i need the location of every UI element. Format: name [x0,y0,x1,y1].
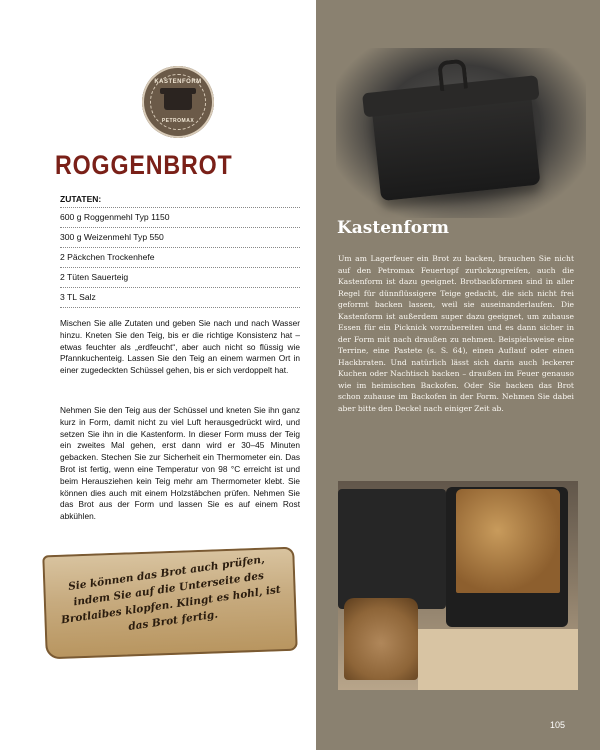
sidebar-text: Um am Lagerfeuer ein Brot zu backen, brauchen Sie nicht auf den Petromax Feuertopf zurückzugreifen, auch die Kastenform ist dazu geeignet. Brotbackformen sind in aller Regel für dünnflüssigere Teige gedacht, die sich nicht frei geformt backen lassen, weil sie auseinanderlaufen. Die Kastenform ist außerdem super dazu geeignet, um zuhause Essen für ein Picknick vorzubereiten und es dann sicher in der Form mit nach draußen zu nehmen. Beispielsweise eine Terrine, eine Pastete (s. S. 64), einen Auflauf oder einen Hackbraten. Und natürlich lässt sich darin auch leckerer Kuchen oder Nachtisch backen – draußen im Feuer genauso wie im heimischen Backofen. Oder Sie backen das Brot schon zuhause im Backofen in der Form. Nehmen Sie dabei aber bitte den Deckel nach einiger Zeit ab. [338,254,574,413]
ingredient-item: 2 Tüten Sauerteig [60,267,300,287]
kastenform-badge [142,66,214,138]
instructions-paragraph-1: Mischen Sie alle Zutaten und geben Sie nach und nach Wasser hinzu. Kneten Sie den Teig, bis er die richtige Konsistenz hat – etwas feuchter als „erdfeucht“, aber auch nicht so flüssig wie Pfannkuchenteig. Lassen Sie den Teig an einem warmen Ort in einer zugedeckten Schüssel gehen, bis er sich verdoppelt hat. [60,318,300,376]
badge-bottom-text: PETROMAX [161,118,195,124]
pan-lid-shape [338,489,446,609]
tip-text: Sie können das Brot auch prüfen, indem Sie auf die Unterseite des Brotlaibes klopfen. Klingt es hohl, ist das Brot fertig. [60,553,282,633]
ingredient-item: 300 g Weizenmehl Typ 550 [60,227,300,247]
tip-wood-board [42,547,297,660]
badge-top-text: KASTENFORM [154,79,202,85]
loaf-shape [456,489,560,593]
page-number: 105 [550,720,566,730]
cast-iron-loaf-pan-photo [336,48,586,218]
sidebar-heading: Kastenform [337,218,449,238]
loaf-pan-shape [371,90,540,201]
ingredient-item: 2 Päckchen Trockenhefe [60,247,300,267]
ingredients-list [60,207,300,308]
ingredient-item: 600 g Roggenmehl Typ 1150 [60,207,300,227]
ingredient-item: 3 TL Salz [60,287,300,308]
instructions-paragraph-2: Nehmen Sie den Teig aus der Schüssel und kneten Sie ihn ganz kurz in Form, damit nicht zu viel Luft herausgedrückt wird, und setzen Sie ihn in die Kastenform. In dieser Form muss der Teig ein zweites Mal gehen, erst dann wird er 30–45 Minuten gebacken. Stechen Sie zur Sicherheit ein Thermometer ein. Das Brot ist fertig, wenn eine Temperatur von 98 °C erreicht ist und beim Herausziehen kein Teig mehr am Thermometer klebt. Sie können dies auch mit einem Holzstäbchen prüfen. Nehmen Sie das Brot aus der Form und lassen Sie es auf einem Rost abkühlen. [60,405,300,522]
bread-slice-shape [344,598,418,680]
ingredients-heading: ZUTATEN: [60,194,102,204]
cutting-board-shape [418,629,578,690]
recipe-title: ROGGENBROT [55,150,233,180]
bread-photo [338,481,578,690]
loaf-pan-icon [164,92,192,110]
